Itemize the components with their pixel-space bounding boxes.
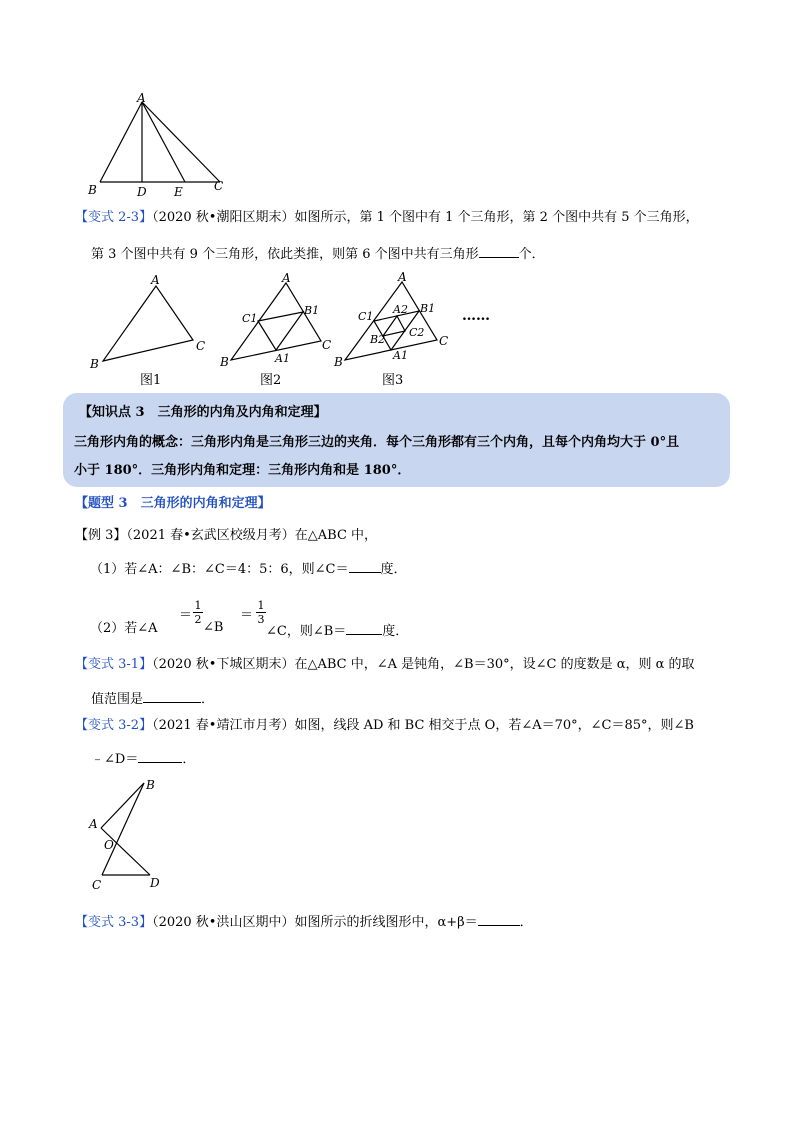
source: （2020 秋•洪山区期中） [152,915,295,930]
label-B: B [88,183,97,197]
label-A: A [398,270,407,284]
label-B: B [146,778,155,792]
ellipsis: …… [462,308,490,324]
knowledge-title: 【知识点 3 三角形的内角及内角和定理】 [79,405,327,420]
angle-B: ∠B [203,620,224,635]
tag: 【变式 2-3】 [75,210,153,225]
knowledge-line1: 三角形内角的概念：三角形内角是三角形三边的夹角．每个三角形都有三个内角，且每个内角均大于 0°且 [74,435,680,450]
stem: 如图，线段 AD 和 BC 相交于点 O，若∠A＝70°，∠C＝85°，则∠B [294,718,694,733]
label-A: A [89,817,98,831]
source: （2020 秋•下城区期末） [152,657,295,672]
label-A1: A1 [393,349,408,362]
label-C: C [322,338,332,352]
tag: 【例 3】 [75,528,127,543]
question-3-2-line2 [91,748,195,769]
stem: 在△ABC 中， [294,528,378,543]
knowledge-box [63,393,730,487]
source: （2021 春•靖江市月考） [152,718,295,733]
label-C1: C1 [242,312,258,325]
knowledge-line2: 小于 180°．三角形内角和定理：三角形内角和是 180°． [74,463,411,478]
tag: 【变式 3-3】 [75,915,153,930]
label-O: O [104,838,114,852]
stem-end: ． [519,915,533,930]
fraction-1-denominator: 2 [194,613,202,626]
example-3-part2-end [266,620,408,641]
label-B1: B1 [304,304,320,317]
fraction-2-numerator: 1 [257,599,265,612]
eq-sign-2: ＝ [240,608,254,623]
label-A: A [137,91,146,105]
part2-text: ∠C，则∠B＝ [266,624,347,639]
question-3-3-line1 [75,911,533,932]
stem-end: 个． [518,247,545,262]
source: （2021 春•玄武区校级月考） [126,528,295,543]
figure-2 [220,270,340,390]
stem-end: ． [201,692,215,707]
caption: 图3 [382,373,404,388]
example-3-part2-start: （2）若∠A [90,621,158,636]
stem-end: ． [182,752,196,767]
figure-3 [333,270,458,390]
figure-bowtie [82,773,182,895]
question-3-2-line1 [75,717,694,735]
caption: 图2 [260,373,282,388]
source: （2020 秋•潮阳区期末） [152,210,295,225]
label-A: A [282,271,291,285]
question-2-3-line1 [75,209,699,227]
label-B2: B2 [370,333,386,346]
part1-end: 度． [380,562,407,577]
answer-blank [346,620,382,635]
answer-blank [479,243,519,258]
label-B: B [220,355,229,369]
fraction-2-denominator: 3 [257,613,265,626]
label-B1: B1 [420,302,436,315]
label-B: B [90,357,99,371]
caption: 图1 [140,373,162,388]
label-D: D [150,876,160,890]
label-A2: A2 [393,303,408,316]
answer-blank [349,558,381,573]
fraction-1-numerator: 1 [194,599,202,612]
label-C2: C2 [409,326,425,339]
part2-end: 度． [382,624,409,639]
stem: 第 3 个图中共有 9 个三角形，依此类推，则第 6 个图中共有三角形 [91,247,479,262]
stem: 值范围是 [91,692,144,707]
figure-triangle-abdec [80,90,240,200]
question-2-3-line2 [91,243,545,264]
label-C: C [196,339,206,353]
stem: 如图所示，第 1 个图中有 1 个三角形，第 2 个图中共有 5 个三角形， [294,210,699,225]
part1-text: （1）若∠A：∠B：∠C＝4：5：6，则∠C＝ [90,562,349,577]
label-C1: C1 [358,310,374,323]
label-E: E [174,185,183,199]
question-3-1-line2 [91,688,214,709]
label-C: C [439,334,449,348]
answer-blank [138,748,182,763]
tag: 【变式 3-1】 [75,657,153,672]
label-C: C [92,878,102,892]
answer-blank [478,911,520,926]
stem: 在△ABC 中，∠A 是钝角，∠B＝30°，设∠C 的度数是 α，则 α 的取 [294,657,695,672]
stem: ﹣∠D＝ [91,752,139,767]
label-A: A [151,273,160,287]
label-D: D [137,185,147,199]
label-C: C [214,179,224,193]
figure-1 [85,270,215,390]
label-A1: A1 [275,352,290,365]
type-3-title: 【题型 3 三角形的内角和定理】 [75,496,271,511]
tag: 【变式 3-2】 [75,718,153,733]
label-B: B [334,355,343,369]
question-3-1-line1 [75,656,695,674]
answer-blank [143,688,201,703]
stem: 如图所示的折线图形中，α+β＝ [294,915,478,930]
eq-sign-1: ＝ [179,608,193,623]
example-3-part1 [90,558,407,579]
example-3-line1 [75,527,377,545]
